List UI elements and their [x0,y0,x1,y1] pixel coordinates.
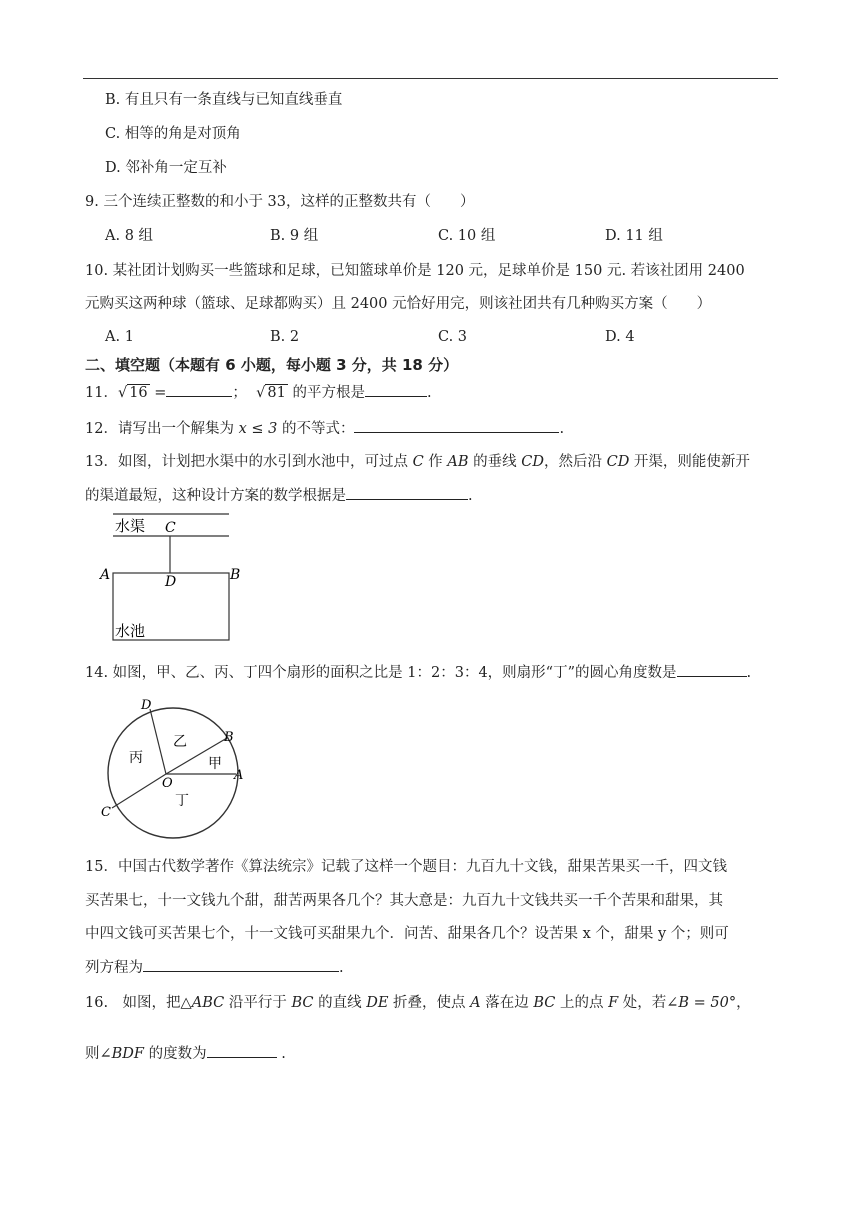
q12 [85,418,564,439]
q16-end: . [276,1046,286,1062]
pool-label: 水池 [115,622,146,640]
q14-end: . [746,665,752,681]
sector-bing: 丙 [129,750,143,766]
header-rule [83,78,778,79]
q10-option-c: C. 3 [438,329,468,345]
q9-option-b: B. 9 组 [270,228,319,244]
pie-label-c: C [101,805,111,820]
q15-line2: 买苦果七，十一文钱九个甜，甜苦两果各几个？其大意是：九百九十文钱共买一千个苦果和甜果，其 [85,893,723,909]
q10-stem-line2: 元购买这两种球（篮球、足球都购买）且 2400 元恰好用完，则该社团共有几种购买方案（ ） [85,296,712,312]
q13-text-e: 开渠，则能使新开 [629,454,750,470]
q16-math-bdf: BDF [111,1046,144,1062]
pie-label-o: O [162,776,173,791]
q11-num: 11． [85,385,118,401]
q16-text-d: 折叠，使点 [388,995,471,1011]
q9-stem: 9. 三个连续正整数的和小于 33，这样的正整数共有（ ） [85,194,475,210]
radius-oc [112,774,166,808]
q13-text-a: 13．如图，计划把水渠中的水引到水池中，可过点 [85,454,413,470]
q11-radicand-2: 81 [267,385,286,401]
q16-text-line2a: 则∠ [85,1046,112,1062]
q13-end: . [468,488,473,504]
q8-option-b: B. 有且只有一条直线与已知直线垂直 [105,92,343,108]
sector-yi: 乙 [173,734,187,750]
q12-blank[interactable] [354,418,559,433]
q13-math-ab: AB [447,454,469,470]
q15-line3: 中四文钱可买苦果七个，十一文钱可买甜果九个．问苦、甜果各几个？设苦果 x 个，甜果 y 个；则可 [85,926,729,942]
q16-math-bc: BC [291,995,314,1011]
q13-line1 [85,452,750,472]
q14 [85,662,751,683]
q13-math-cd2: CD [606,454,630,470]
q15-line4 [85,957,344,978]
q16-text-b: 沿平行于 [224,995,292,1011]
q16-math-abc: ABC [191,995,225,1011]
label-b: B [230,567,241,583]
pie-label-d: D [141,698,152,713]
q11-blank-2[interactable] [365,382,427,397]
q10-stem-line1: 10. 某社团计划购买一些篮球和足球，已知篮球单价是 120 元，足球单价是 150 元. 若该社团用 2400 [85,263,745,279]
q14-stem: 14. 如图，甲、乙、丙、丁四个扇形的面积之比是 1：2：3：4，则扇形“丁”的圆心角度数是 [85,665,677,681]
q13-figure [98,508,248,648]
q16-math-b50: B = 50° [678,995,737,1011]
q10-option-a: A. 1 [105,329,134,345]
q14-figure [96,695,256,845]
q8-option-c: C. 相等的角是对顶角 [105,126,241,142]
q10-option-b: B. 2 [270,329,300,345]
q15-end: . [339,960,344,976]
q9-option-a: A. 8 组 [105,228,154,244]
sector-ding: 丁 [175,793,189,809]
q13-math-c: C [412,454,424,470]
label-c: C [165,520,176,536]
q13-text-d: ，然后沿 [543,454,607,470]
q16-math-f: F [608,995,619,1011]
q14-blank[interactable] [677,662,747,677]
pie-label-b: B [224,730,234,745]
sector-jia: 甲 [208,756,222,772]
q16-math-a: A [470,995,481,1011]
pie-label-a: A [234,768,244,783]
q11-eq: = [149,385,167,401]
q12-prefix: 12．请写出一个解集为 [85,421,239,437]
q11-blank-1[interactable] [166,382,232,397]
label-d: D [165,574,177,590]
section-title: 二、填空题（本题有 6 小题，每小题 3 分，共 18 分） [85,356,459,374]
q11-sep: ； [232,385,247,401]
q13-math-cd: CD [521,454,544,470]
q8-option-d: D. 邻补角一定互补 [105,160,227,176]
q16-text-c: 的直线 [313,995,367,1011]
q11-end: . [426,385,432,401]
q15-text-line4: 列方程为 [85,960,143,976]
label-a: A [100,567,111,583]
q16-math-de: DE [366,995,389,1011]
q16-math-bc2: BC [533,995,556,1011]
q16-text-e: 落在边 [480,995,534,1011]
q13-text-c: 的垂线 [468,454,522,470]
q16-text-h: ， [736,995,751,1011]
radius-od [150,709,166,774]
q16-text-f: 上的点 [555,995,609,1011]
q13-blank[interactable] [346,485,468,500]
q10-option-d: D. 4 [605,329,635,345]
q11 [85,382,432,403]
canal-label: 水渠 [115,517,146,535]
q16-text-a: 16. 如图，把△ [85,995,192,1011]
q12-suffix: 的不等式： [277,421,355,437]
q13-text-b: 作 [423,454,448,470]
q9-option-d: D. 11 组 [605,228,663,244]
q16-text-g: 处，若∠ [618,995,679,1011]
q12-math: x ≤ 3 [238,421,278,437]
q15-blank[interactable] [143,957,339,972]
q11-sqrt-81: √ 81 [256,385,286,401]
q9-option-c: C. 10 组 [438,228,496,244]
q11-radicand-1: 16 [129,385,148,401]
q16-blank[interactable] [207,1043,277,1058]
q11-text: 的平方根是 [287,385,365,401]
q15-line1: 15．中国古代数学著作《算法统宗》记载了这样一个题目：九百九十文钱，甜果苦果买一千，四文钱 [85,859,727,875]
q16-text-line2b: 的度数为 [144,1046,207,1062]
q16-line2 [85,1043,286,1064]
q12-end: . [559,421,565,437]
pie-circle [108,708,238,838]
q11-sqrt-16: √ 16 [117,385,148,401]
q13-line2 [85,485,473,506]
q13-text-line2: 的渠道最短，这种设计方案的数学根据是 [85,488,346,504]
q16-line1 [85,993,751,1013]
